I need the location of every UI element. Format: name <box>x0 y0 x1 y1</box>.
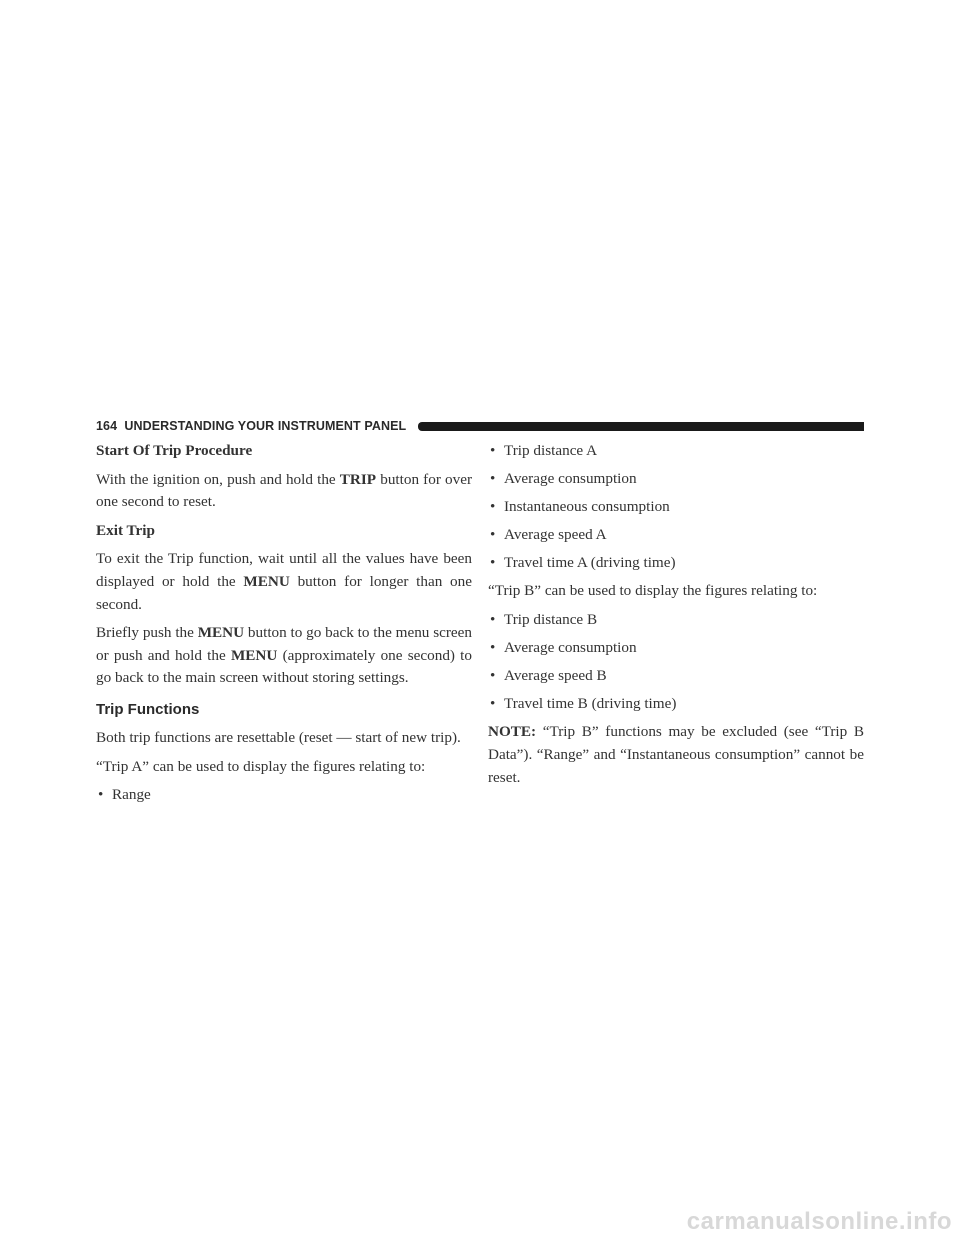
section-title: UNDERSTANDING YOUR INSTRUMENT PANEL <box>124 419 407 433</box>
trip-b-intro: “Trip B” can be used to display the figures relating to: <box>488 582 818 600</box>
right-column <box>488 440 864 795</box>
bullet-icon: • <box>490 470 496 488</box>
note-label: NOTE: <box>488 723 537 741</box>
menu-button-label: MENU <box>230 646 278 664</box>
page-number: 164 <box>96 419 118 433</box>
exit-trip-heading: Exit Trip <box>96 521 155 539</box>
list-item: • Average speed A <box>488 524 864 547</box>
header-rule-bar <box>418 422 864 431</box>
page-header <box>96 417 864 437</box>
bullet-icon: • <box>490 667 496 685</box>
start-of-trip-heading: Start Of Trip Procedure <box>96 442 253 459</box>
list-item: • Travel time B (driving time) <box>488 693 864 716</box>
trip-functions-paragraph: Both trip functions are resettable (reset — start of new trip). <box>96 728 461 746</box>
bullet-icon: • <box>490 611 496 629</box>
bullet-icon: • <box>490 639 496 657</box>
bullet-icon: • <box>490 526 496 544</box>
start-of-trip-paragraph: With the ignition on, push and hold the TRIP button for over one second to reset. <box>96 470 472 511</box>
bullet-icon: • <box>490 498 496 516</box>
exit-trip-paragraph-2: Briefly push the MENU button to go back to the menu screen or push and hold the MENU (approximately one second) to go back to the main screen without storing settings. <box>96 624 472 687</box>
left-column <box>96 440 472 812</box>
watermark: carmanualsonline.info <box>686 1208 952 1235</box>
list-item: • Range <box>96 784 472 807</box>
menu-button-label: MENU <box>243 572 290 590</box>
list-item: • Travel time A (driving time) <box>488 552 864 575</box>
trip-button-label: TRIP <box>339 470 377 488</box>
page-header-text <box>96 419 406 433</box>
list-item: • Average consumption <box>488 468 864 491</box>
bullet-icon: • <box>490 442 496 459</box>
trip-a-intro: “Trip A” can be used to display the figures relating to: <box>96 757 426 775</box>
list-item: • Trip distance B <box>488 609 864 632</box>
bullet-icon: • <box>98 786 104 804</box>
bullet-icon: • <box>490 554 496 572</box>
list-item: • Trip distance A <box>488 440 864 463</box>
note-paragraph: NOTE: “Trip B” functions may be excluded (see “Trip B Data”). “Range” and “Instantaneous consumption” cannot be reset. <box>488 723 864 786</box>
exit-trip-paragraph-1: To exit the Trip function, wait until all the values have been displayed or hold the MENU button for longer than one second. <box>96 550 472 613</box>
list-item: • Average speed B <box>488 665 864 688</box>
list-item: • Instantaneous consumption <box>488 496 864 519</box>
menu-button-label: MENU <box>197 624 245 642</box>
bullet-icon: • <box>490 695 496 713</box>
trip-functions-heading: Trip Functions <box>96 700 200 718</box>
list-item: • Average consumption <box>488 637 864 660</box>
